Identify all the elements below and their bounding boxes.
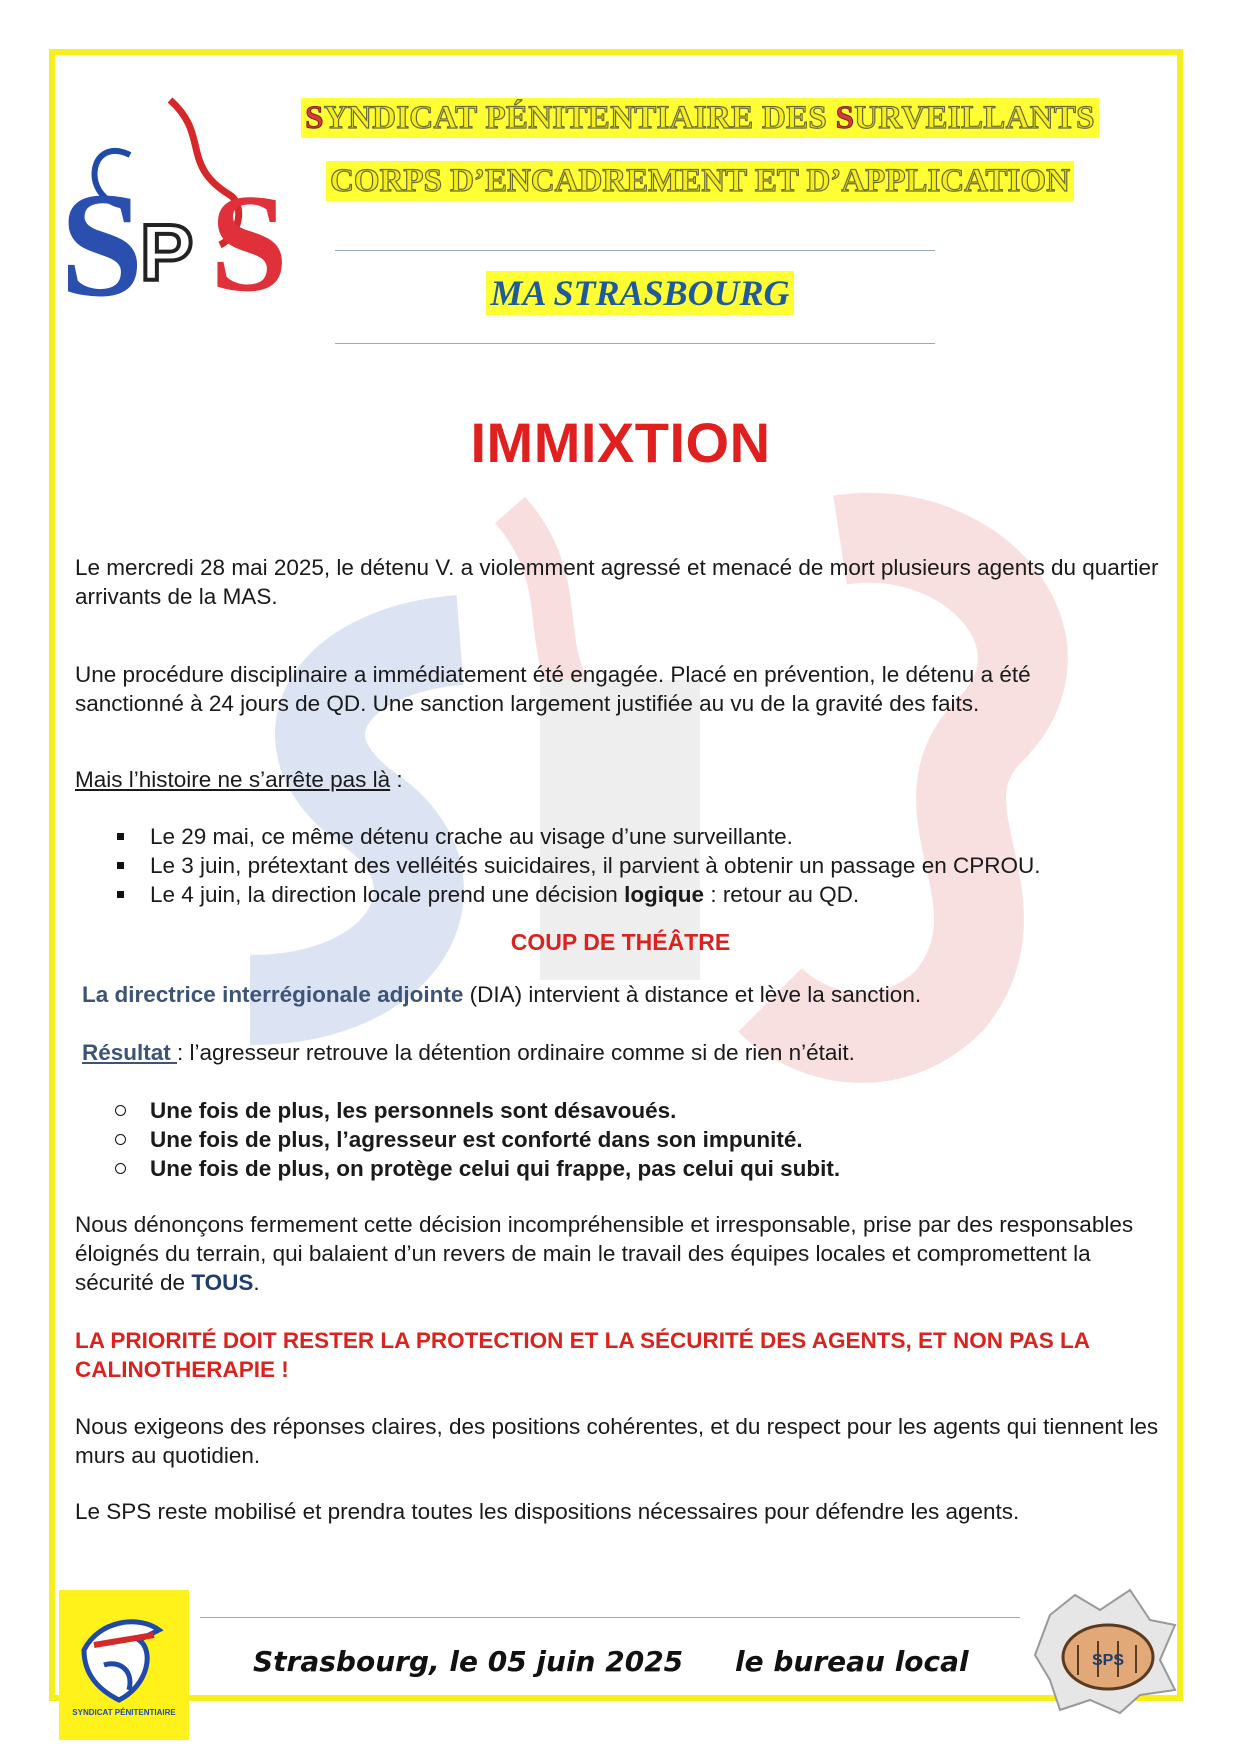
header-divider-top [335,250,935,251]
eagle-emblem-icon [59,1590,189,1740]
footer-divider [200,1617,1020,1618]
coup-heading: COUP DE THÉÂTRE [510,929,731,955]
union-badge [59,1590,189,1740]
consequences-list [115,1096,1175,1183]
header-divider-bottom [335,343,935,344]
site-name: MA STRASBOURG [340,272,940,314]
sps-logo [60,95,320,345]
signature: le bureau local [735,1645,969,1678]
paragraph-demand: Nous exigeons des réponses claires, des positions cohérentes, et du respect pour les agents qui tiennent les murs au quotidien. [75,1414,1159,1468]
org-name-line2: CORPS D’ENCADREMENT ET D’APPLICATION [300,163,1100,200]
paragraph-intro-list: Mais l’histoire ne s’arrête pas là : [75,767,403,792]
logo-text-s2: S [210,166,288,321]
events-list [115,822,1175,909]
logo-text-s1: S [60,162,144,328]
svg-text:SPS: SPS [1091,1652,1125,1669]
org-name-line1: SYNDICAT PÉNITENTIAIRE DES SURVEILLANTS [300,100,1100,137]
svg-text:SYNDICAT PÉNITENTIAIRE: SYNDICAT PÉNITENTIAIRE [72,1708,176,1717]
page-title: IMMIXTION [470,411,771,474]
paragraph-resultat: Résultat : l’agresseur retrouve la détention ordinaire comme si de rien n’était. [82,1040,855,1065]
fist-icon [1030,1585,1180,1715]
paragraph-denounce: Nous dénonçons fermement cette décision incompréhensible et irresponsable, prise par des responsables éloignés du terrain, qui balaient d’un revers de main le travail des équipes locales et compromettent la sécurité de TOUS. [75,1212,1134,1295]
paragraph-dia: La directrice interrégionale adjointe (DIA) intervient à distance et lève la sanction. [82,982,922,1007]
priority-statement: LA PRIORITÉ DOIT RESTER LA PROTECTION ET LA SÉCURITÉ DES AGENTS, ET NON PAS LA CALINOTHERAPIE ! [75,1328,1090,1382]
paragraph-procedure: Une procédure disciplinaire a immédiatement été engagée. Placé en prévention, le détenu a été sanctionné à 24 jours de QD. Une sanction largement justifiée au vu de la gravité des faits. [75,662,1031,716]
list-item: Le 29 mai, ce même détenu crache au visage d’une surveillante. [115,822,1175,851]
logo-text-p: P [140,208,194,297]
place-date: Strasbourg, le 05 juin 2025 [253,1645,684,1678]
list-item: Une fois de plus, on protège celui qui frappe, pas celui qui subit. [115,1154,1175,1183]
paragraph-closing: Le SPS reste mobilisé et prendra toutes les dispositions nécessaires pour défendre les agents. [75,1499,1020,1524]
paragraph-incident: Le mercredi 28 mai 2025, le détenu V. a violemment agressé et menacé de mort plusieurs agents du quartier arrivants de la MAS. [75,555,1159,609]
list-item: Le 4 juin, la direction locale prend une décision logique : retour au QD. [115,880,1175,909]
list-item: Une fois de plus, l’agresseur est conforté dans son impunité. [115,1125,1175,1154]
list-item: Une fois de plus, les personnels sont désavoués. [115,1096,1175,1125]
list-item: Le 3 juin, prétextant des velléités suicidaires, il parvient à obtenir un passage en CPROU. [115,851,1175,880]
